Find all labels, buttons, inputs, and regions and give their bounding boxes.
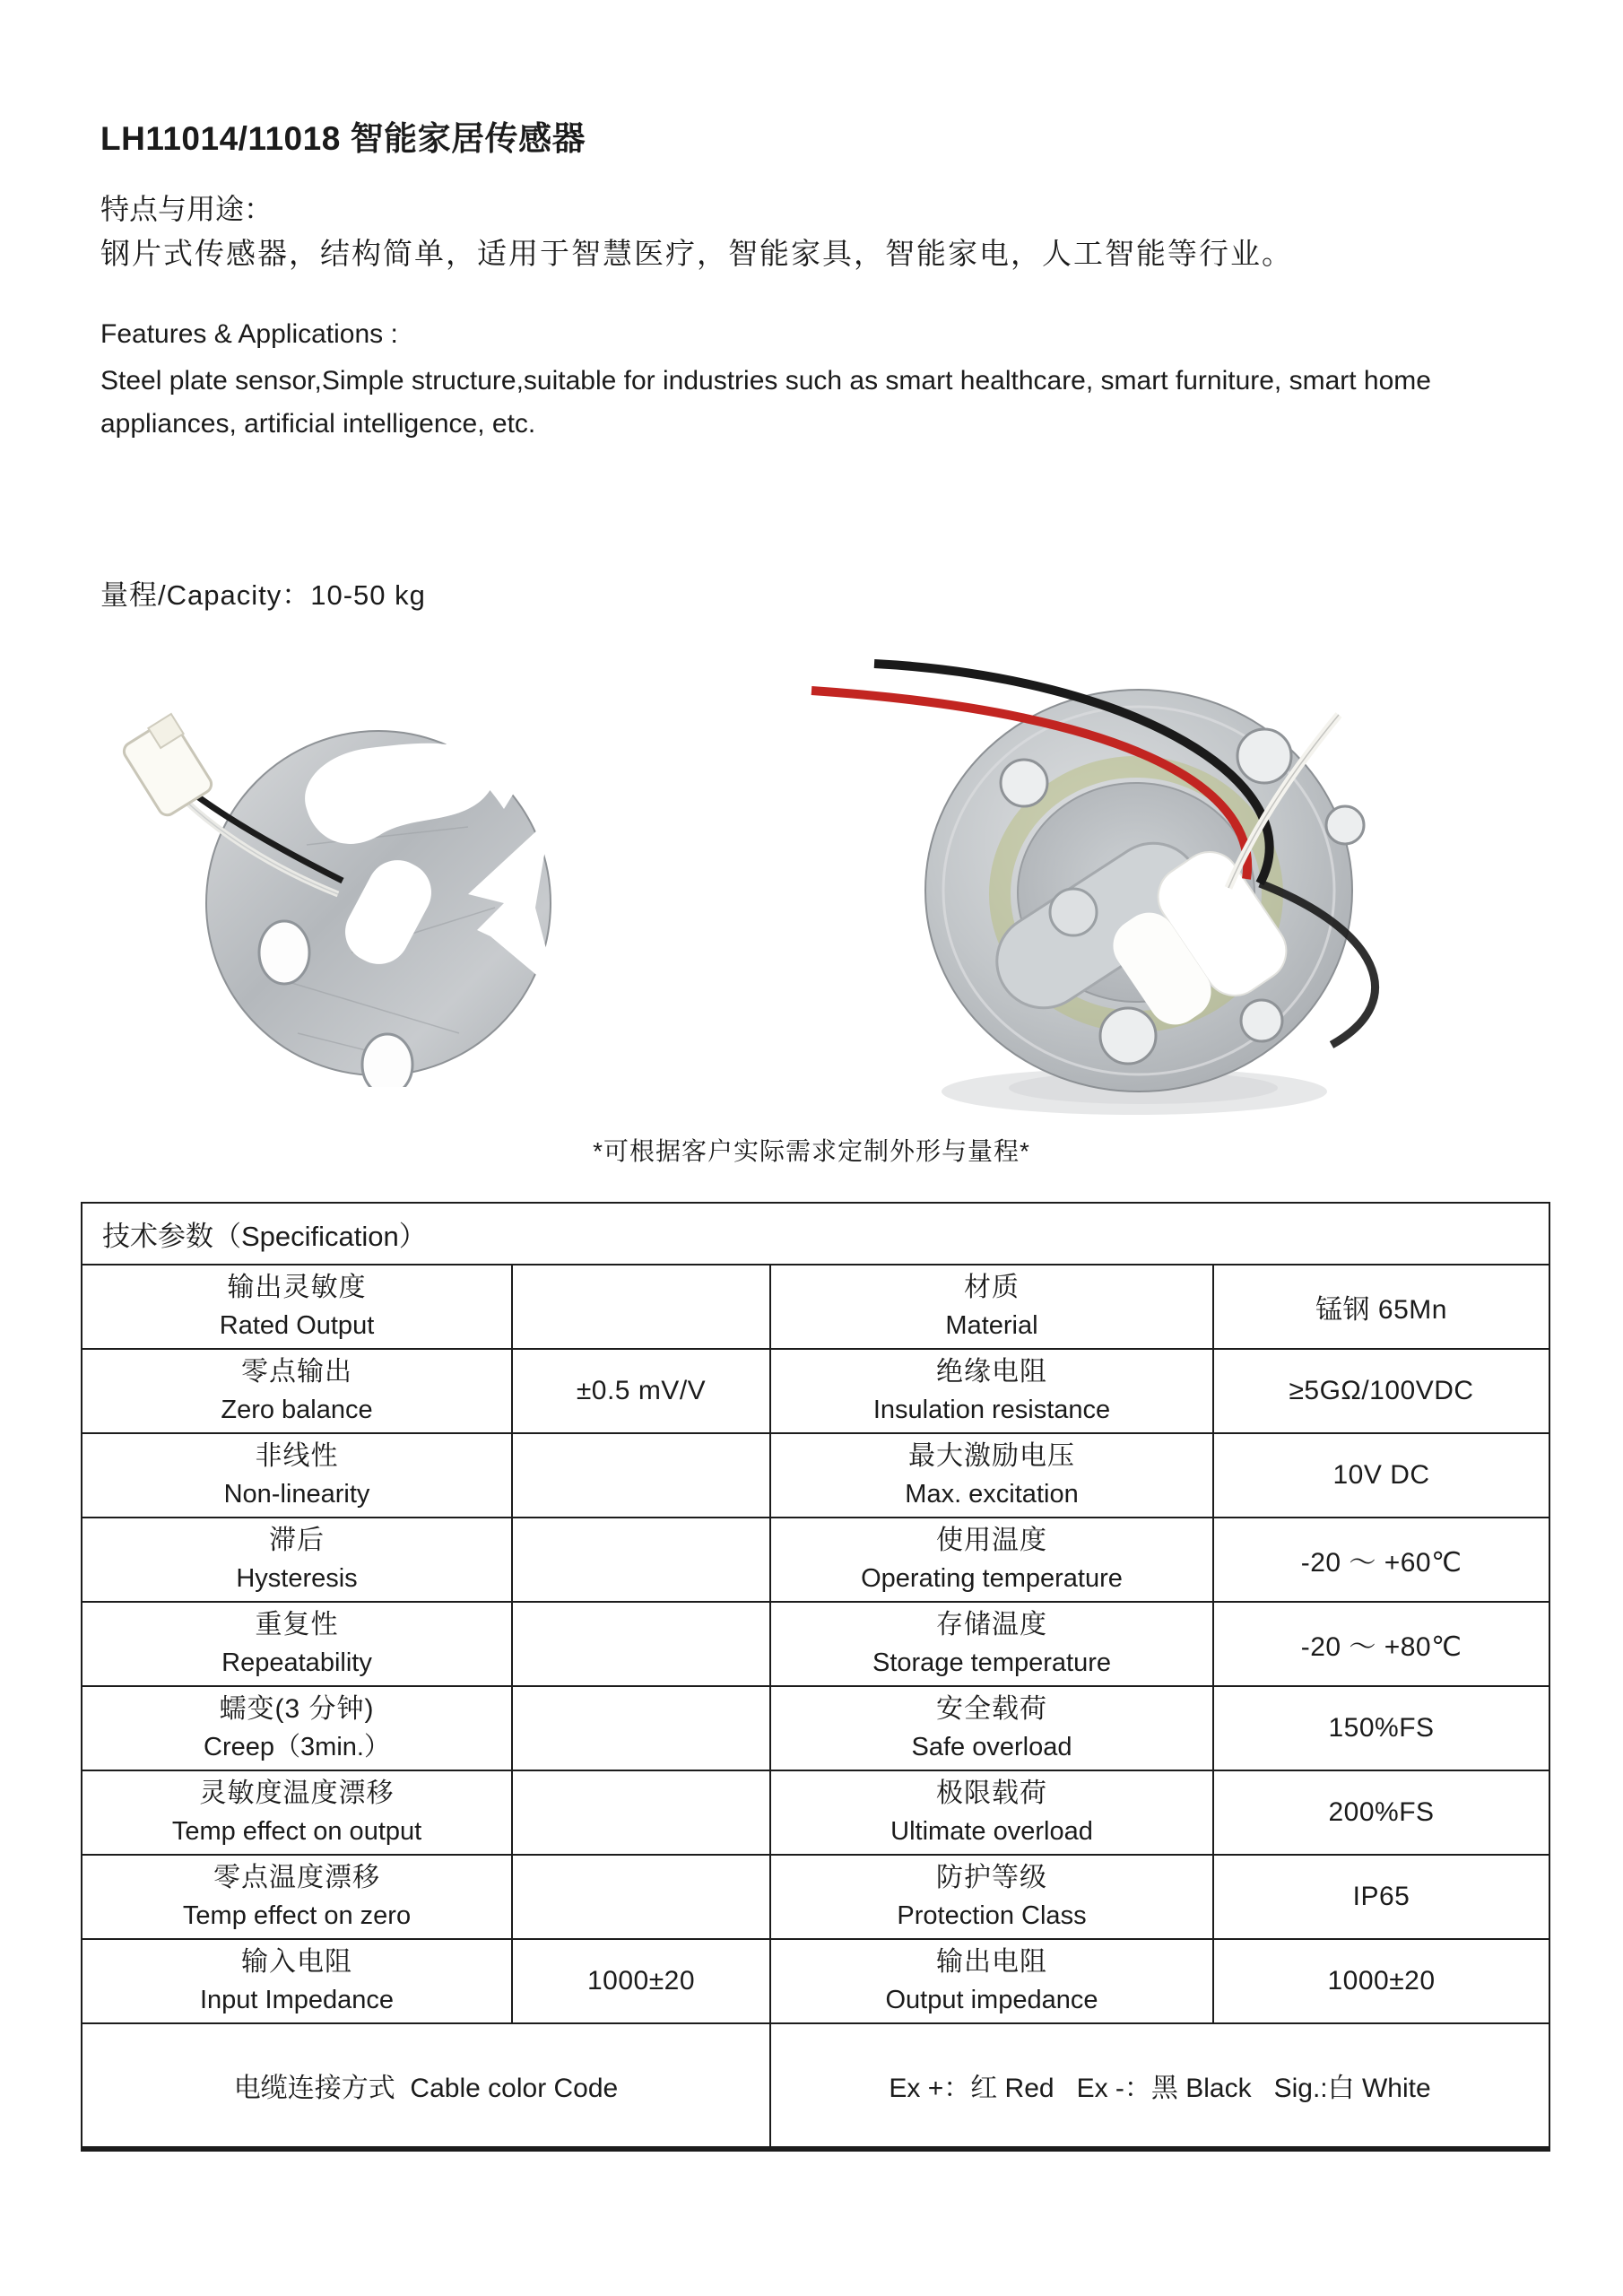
param-label-zh: 零点输出 [241,1357,352,1387]
page-title: LH11014/11018 智能家居传感器 [100,120,586,157]
table-row [82,1433,1549,1518]
param-label-zh: 灵敏度温度漂移 [199,1779,395,1808]
param-label [770,1939,1213,2023]
param-label-en: Safe overload [911,1733,1072,1761]
param-value [512,1770,770,1855]
param-label [82,1770,512,1855]
param-label-en: Zero balance [221,1396,373,1424]
param-label-en: Temp effect on output [171,1817,422,1846]
param-label [770,1349,1213,1433]
param-value [512,1433,770,1518]
param-value: 150%FS [1213,1686,1549,1770]
param-label-en: Non-linearity [223,1480,370,1509]
cable-row-label: 电缆连接方式 Cable color Code [82,2023,770,2149]
param-label-en: Hysteresis [236,1564,358,1593]
features-label-cn: 特点与用途： [100,193,273,225]
param-label [82,1349,512,1433]
table-row [82,1686,1549,1770]
table-row [82,1518,1549,1602]
param-label [770,1855,1213,1939]
param-value [512,1265,770,1349]
param-value: -20 ～ +80℃ [1213,1602,1549,1686]
param-value: ±0.5 mV/V [512,1349,770,1433]
table-row [82,1939,1549,2023]
param-label-en: Protection Class [897,1901,1087,1930]
param-value: IP65 [1213,1855,1549,1939]
param-label-zh: 零点温度漂移 [213,1863,380,1892]
table-row [82,1265,1549,1349]
features-label-en: Features & Applications : [100,319,398,349]
param-label [770,1433,1213,1518]
param-label-zh: 输出灵敏度 [227,1273,367,1302]
spec-table-title: 技术参数（Specification） [82,1203,1549,1265]
param-label-zh: 绝缘电阻 [936,1357,1047,1387]
param-label [82,1855,512,1939]
product-photo-flange-sensor [758,659,1538,1130]
param-label-en: Output impedance [885,1986,1098,2014]
param-label [82,1518,512,1602]
param-label-zh: 防护等级 [936,1863,1047,1892]
param-value [512,1602,770,1686]
table-row [82,1855,1549,1939]
param-label [770,1265,1213,1349]
param-label-zh: 蠕变(3 分钟) [219,1694,375,1724]
param-label-zh: 极限载荷 [936,1779,1047,1808]
param-label-zh: 输入电阻 [241,1947,352,1977]
param-label-en: Storage temperature [872,1648,1111,1677]
table-row [82,1770,1549,1855]
param-label-zh: 非线性 [255,1441,339,1471]
param-label [770,1770,1213,1855]
param-label-en: Insulation resistance [872,1396,1111,1424]
cable-row-value: Ex +：红 Red Ex -：黑 Black Sig.:白 White [770,2023,1549,2149]
product-photo-bare-plate [82,683,638,1087]
param-label-zh: 安全载荷 [936,1694,1047,1724]
spec-table-header-row [82,1203,1549,1265]
param-label [82,1939,512,2023]
param-value: 1000±20 [1213,1939,1549,2023]
param-label-en: Creep（3min.） [204,1733,390,1761]
param-label-zh: 重复性 [255,1610,339,1639]
param-label [770,1518,1213,1602]
features-text-cn: 钢片式传感器，结构简单，适用于智慧医疗，智能家具，智能家电，人工智能等行业。 [100,237,1293,270]
param-label-en: Material [945,1311,1038,1340]
param-label-en: Max. excitation [905,1480,1079,1509]
param-value: 1000±20 [512,1939,770,2023]
param-label-en: Input Impedance [199,1986,395,2014]
param-label-zh: 使用温度 [936,1526,1047,1555]
features-text-en: Steel plate sensor,Simple structure,suitable for industries such as smart healthcare, smart furniture, smart home appliances, artificial intelligence, etc. [100,366,1431,439]
param-label-en: Operating temperature [861,1564,1123,1593]
param-value [512,1855,770,1939]
param-label-zh: 存储温度 [936,1610,1047,1639]
param-label [82,1686,512,1770]
param-label [770,1686,1213,1770]
param-label-zh: 最大激励电压 [908,1441,1075,1471]
param-value: 200%FS [1213,1770,1549,1855]
param-value [512,1686,770,1770]
param-value: ≥5GΩ/100VDC [1213,1349,1549,1433]
param-label [82,1602,512,1686]
param-label-en: Ultimate overload [890,1817,1093,1846]
param-value: -20 ～ +60℃ [1213,1518,1549,1602]
param-value [512,1518,770,1602]
flange-sensor-illustration [758,659,1538,1130]
param-value: 锰钢 65Mn [1213,1265,1549,1349]
bare-plate-illustration [82,683,638,1087]
cable-color-code-row [82,2023,1549,2149]
param-label [770,1602,1213,1686]
table-row [82,1602,1549,1686]
capacity-line: 量程/Capacity：10-50 kg [100,579,426,611]
param-label-en: Repeatability [221,1648,372,1677]
param-label-en: Rated Output [219,1311,375,1340]
spec-table [81,1202,1550,2152]
param-label [82,1265,512,1349]
param-label-en: Temp effect on zero [182,1901,412,1930]
param-label-zh: 输出电阻 [936,1947,1047,1977]
param-label-zh: 材质 [964,1273,1020,1302]
param-label-zh: 滞后 [269,1526,325,1555]
param-label [82,1433,512,1518]
table-row [82,1349,1549,1433]
param-value: 10V DC [1213,1433,1549,1518]
customization-note: *可根据客户实际需求定制外形与量程* [593,1137,1030,1165]
